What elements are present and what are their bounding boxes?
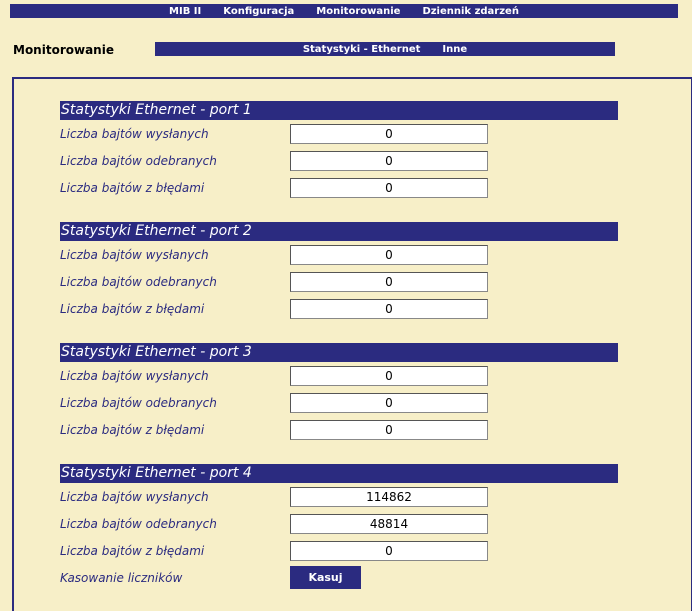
bytes-received-field[interactable]: 48814 [290, 514, 488, 534]
section-header: Statystyki Ethernet - port 3 [60, 343, 618, 362]
label-bytes-received: Liczba bajtów odebranych [60, 517, 217, 531]
bytes-sent-field[interactable]: 0 [290, 366, 488, 386]
section-header: Statystyki Ethernet - port 4 [60, 464, 618, 483]
bytes-errors-field[interactable]: 0 [290, 178, 488, 198]
bytes-received-field[interactable]: 0 [290, 393, 488, 413]
sub-nav-bar [155, 42, 615, 56]
bytes-errors-field[interactable]: 0 [290, 541, 488, 561]
label-bytes-errors: Liczba bajtów z błędami [60, 181, 205, 195]
bytes-errors-field[interactable]: 0 [290, 299, 488, 319]
label-bytes-received: Liczba bajtów odebranych [60, 396, 217, 410]
label-bytes-errors: Liczba bajtów z błędami [60, 544, 205, 558]
label-bytes-errors: Liczba bajtów z błędami [60, 423, 205, 437]
label-bytes-sent: Liczba bajtów wysłanych [60, 369, 209, 383]
label-bytes-received: Liczba bajtów odebranych [60, 275, 217, 289]
section-header: Statystyki Ethernet - port 2 [60, 222, 618, 241]
reset-button[interactable]: Kasuj [290, 566, 361, 589]
bytes-errors-field[interactable]: 0 [290, 420, 488, 440]
reset-counters-label: Kasowanie liczników [60, 571, 183, 585]
subnav-statystyki-ethernet[interactable]: Statystyki - Ethernet [302, 43, 421, 55]
page-title: Monitorowanie [13, 43, 114, 57]
section-header: Statystyki Ethernet - port 1 [60, 101, 618, 120]
nav-konfiguracja[interactable]: Konfiguracja [223, 5, 295, 17]
label-bytes-received: Liczba bajtów odebranych [60, 154, 217, 168]
bytes-sent-field[interactable]: 0 [290, 245, 488, 265]
bytes-sent-field[interactable]: 114862 [290, 487, 488, 507]
bytes-received-field[interactable]: 0 [290, 272, 488, 292]
nav-dziennik-zdarzen[interactable]: Dziennik zdarzeń [422, 5, 519, 17]
bytes-received-field[interactable]: 0 [290, 151, 488, 171]
top-nav-bar [10, 4, 678, 18]
nav-monitorowanie[interactable]: Monitorowanie [316, 5, 401, 17]
nav-mib-ii[interactable]: MIB II [169, 5, 202, 17]
subnav-inne[interactable]: Inne [442, 43, 468, 55]
label-bytes-sent: Liczba bajtów wysłanych [60, 127, 209, 141]
label-bytes-sent: Liczba bajtów wysłanych [60, 248, 209, 262]
label-bytes-errors: Liczba bajtów z błędami [60, 302, 205, 316]
bytes-sent-field[interactable]: 0 [290, 124, 488, 144]
label-bytes-sent: Liczba bajtów wysłanych [60, 490, 209, 504]
